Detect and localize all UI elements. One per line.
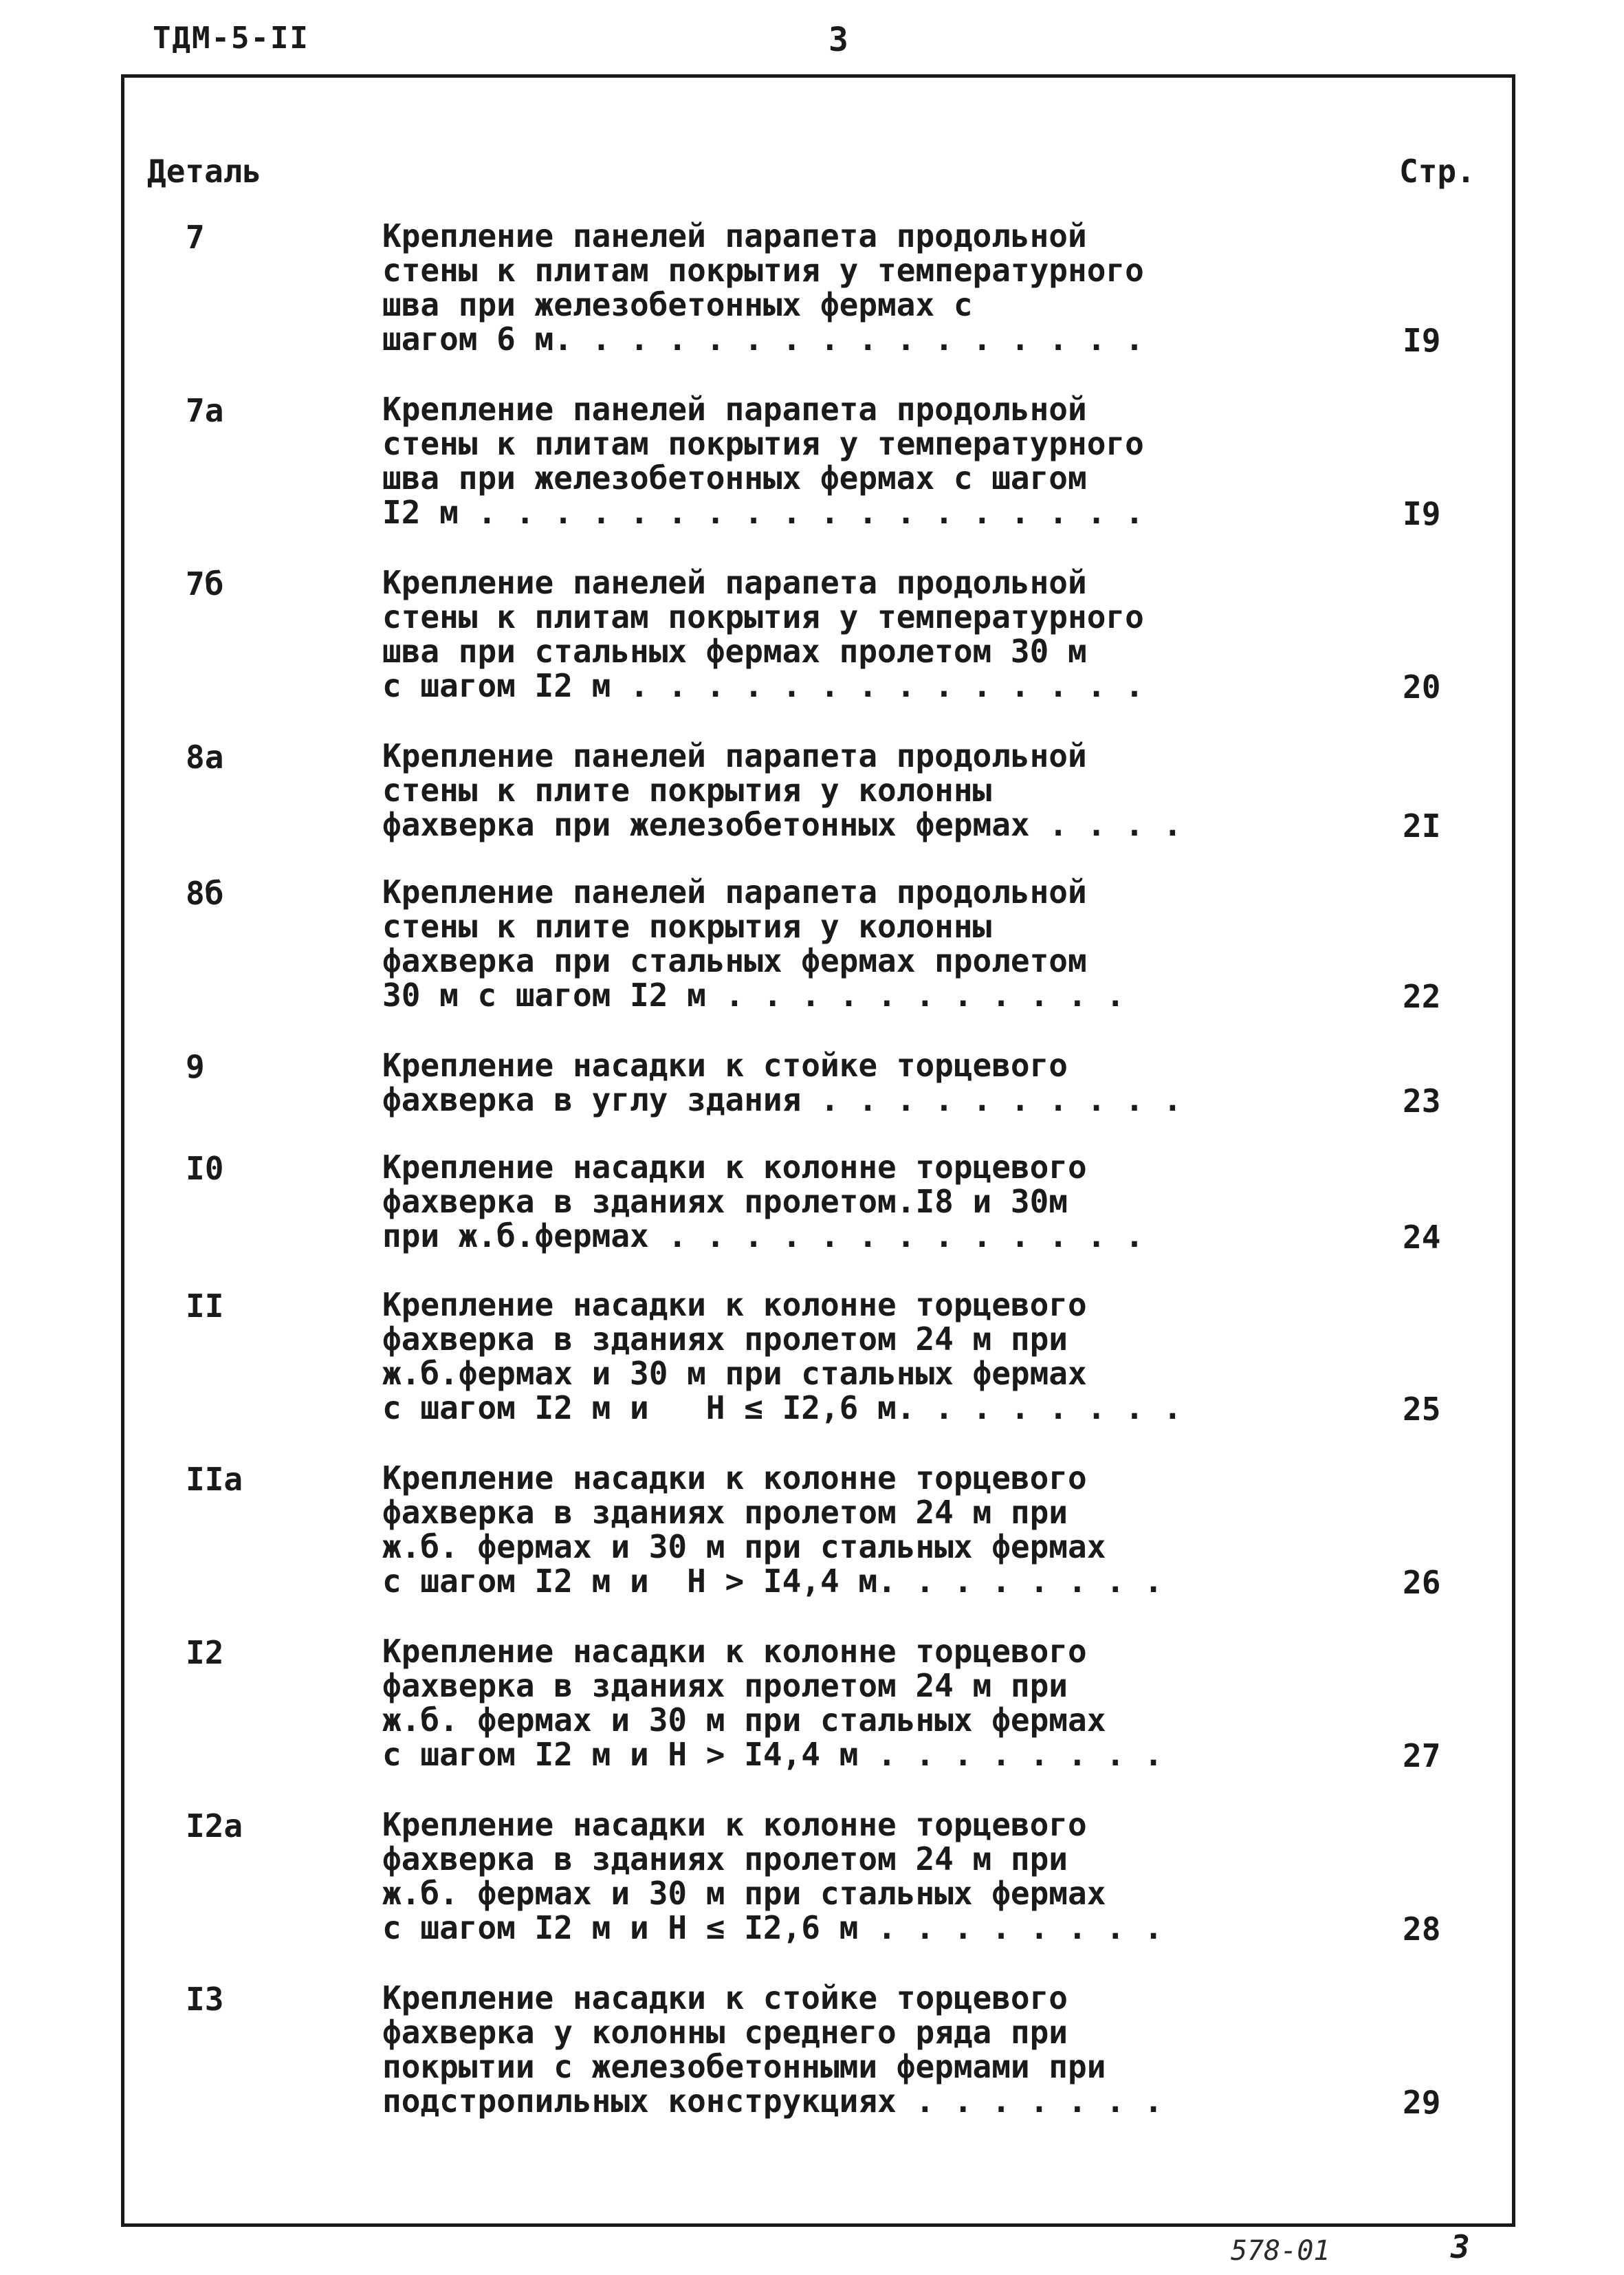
entry-line: ж.б.фермах и 30 м при стальных фермах [382, 1355, 1087, 1392]
entry-description [382, 565, 1297, 703]
contents-entry [0, 392, 1624, 565]
entry-line: шва при стальных фермах пролетом 30 м [382, 633, 1087, 670]
entry-line: I2 м . . . . . . . . . . . . . . . . . . [382, 494, 1144, 531]
entry-page-number: 20 [1403, 668, 1441, 706]
entry-number: II [186, 1287, 224, 1325]
entry-line: стены к плитам покрытия у температурного [382, 252, 1144, 289]
entry-number: 7а [186, 392, 224, 429]
entry-number: I2а [186, 1807, 243, 1844]
entry-line: стены к плитам покрытия у температурного [382, 425, 1144, 462]
entry-description [382, 1287, 1297, 1425]
entry-description [382, 219, 1297, 356]
entry-line: фахверка в зданиях пролетом 24 м при [382, 1320, 1068, 1358]
entry-page-number: 2I [1403, 807, 1441, 845]
entry-description [382, 392, 1297, 530]
entry-line: с шагом I2 м . . . . . . . . . . . . . . [382, 667, 1144, 704]
entry-description [382, 1048, 1297, 1117]
entry-number: I2 [186, 1634, 224, 1671]
entry-line: шва при железобетонных фермах с шагом [382, 459, 1087, 497]
entry-page-number: 23 [1403, 1082, 1441, 1120]
entry-line: Крепление насадки к колонне торцевого [382, 1149, 1087, 1186]
entry-line: Крепление насадки к колонне торцевого [382, 1286, 1087, 1323]
entry-page-number: 24 [1403, 1219, 1441, 1256]
entry-line: Крепление насадки к стойке торцевого [382, 1047, 1068, 1084]
entry-number: I0 [186, 1150, 224, 1187]
entry-description [382, 1981, 1297, 2118]
page-number: 3 [829, 21, 848, 59]
contents-entry [0, 1048, 1624, 1150]
entry-number: 7 [186, 219, 205, 256]
contents-entry [0, 1150, 1624, 1287]
entry-page-number: 28 [1403, 1911, 1441, 1948]
contents-list [0, 219, 1624, 2154]
contents-entry [0, 1461, 1624, 1634]
entry-line: Крепление насадки к колонне торцевого [382, 1806, 1087, 1843]
entry-page-number: I9 [1403, 322, 1441, 359]
entry-line: стены к плите покрытия у колонны [382, 772, 992, 809]
entry-line: Крепление панелей парапета продольной [382, 737, 1087, 774]
entry-line: фахверка в зданиях пролетом 24 м при [382, 1667, 1068, 1704]
entry-line: шва при железобетонных фермах с [382, 286, 973, 323]
entry-number: I3 [186, 1981, 224, 2018]
entry-line: Крепление панелей парапета продольной [382, 217, 1087, 254]
entry-description [382, 1807, 1297, 1945]
contents-entry [0, 1634, 1624, 1807]
entry-line: с шагом I2 м и Н ≤ I2,6 м . . . . . . . . [382, 1909, 1163, 1946]
entry-line: фахверка при железобетонных фермах . . . . [382, 806, 1183, 843]
entry-line: 30 м с шагом I2 м . . . . . . . . . . . [382, 977, 1126, 1014]
entry-line: подстропильных конструкциях . . . . . . . [382, 2082, 1163, 2120]
entry-line: Крепление панелей парапета продольной [382, 564, 1087, 601]
handwritten-page-number: 3 [1451, 2228, 1470, 2265]
entry-page-number: 22 [1403, 978, 1441, 1015]
entry-number: 8а [186, 739, 224, 776]
entry-description [382, 1461, 1297, 1598]
contents-entry [0, 875, 1624, 1048]
entry-line: Крепление насадки к колонне торцевого [382, 1459, 1087, 1496]
column-header-page: Стр. [1399, 153, 1475, 190]
entry-line: с шагом I2 м и Н ≤ I2,6 м. . . . . . . . [382, 1389, 1183, 1426]
entry-description [382, 875, 1297, 1012]
entry-line: Крепление насадки к стойке торцевого [382, 1979, 1068, 2016]
entry-number: 8б [186, 875, 224, 912]
entry-page-number: 26 [1403, 1564, 1441, 1601]
contents-entry [0, 565, 1624, 739]
entry-description [382, 1634, 1297, 1772]
archive-code: 578-01 [1231, 2235, 1330, 2267]
entry-line: при ж.б.фермах . . . . . . . . . . . . . [382, 1217, 1144, 1254]
entry-line: фахверка в зданиях пролетом 24 м при [382, 1494, 1068, 1531]
entry-number: 7б [186, 565, 224, 602]
contents-entry [0, 1981, 1624, 2154]
entry-page-number: I9 [1403, 495, 1441, 532]
document-code: ТДМ-5-II [153, 21, 309, 56]
entry-line: Крепление панелей парапета продольной [382, 873, 1087, 911]
contents-entry [0, 1807, 1624, 1981]
contents-entry [0, 739, 1624, 875]
entry-page-number: 29 [1403, 2084, 1441, 2121]
entry-line: Крепление панелей парапета продольной [382, 391, 1087, 428]
entry-description [382, 1150, 1297, 1253]
entry-line: ж.б. фермах и 30 м при стальных фермах [382, 1701, 1106, 1739]
entry-line: фахверка в зданиях пролетом.I8 и 30м [382, 1183, 1068, 1220]
entry-line: Крепление насадки к колонне торцевого [382, 1633, 1087, 1670]
entry-line: фахверка в зданиях пролетом 24 м при [382, 1840, 1068, 1877]
entry-line: фахверка при стальных фермах пролетом [382, 942, 1087, 979]
entry-description [382, 739, 1297, 842]
contents-entry [0, 1287, 1624, 1461]
entry-page-number: 27 [1403, 1737, 1441, 1774]
entry-page-number: 25 [1403, 1391, 1441, 1428]
entry-line: с шагом I2 м и Н > I4,4 м. . . . . . . . [382, 1563, 1163, 1600]
entry-line: фахверка в углу здания . . . . . . . . . . [382, 1081, 1183, 1118]
entry-number: 9 [186, 1048, 205, 1085]
entry-line: ж.б. фермах и 30 м при стальных фермах [382, 1528, 1106, 1565]
contents-entry [0, 219, 1624, 392]
entry-line: ж.б. фермах и 30 м при стальных фермах [382, 1875, 1106, 1912]
entry-line: шагом 6 м. . . . . . . . . . . . . . . . [382, 320, 1144, 358]
entry-line: фахверка у колонны среднего ряда при [382, 2014, 1068, 2051]
entry-line: покрытии с железобетонными фермами при [382, 2048, 1106, 2085]
column-header-detail: Деталь [147, 153, 262, 190]
entry-line: с шагом I2 м и Н > I4,4 м . . . . . . . . [382, 1736, 1163, 1773]
entry-number: IIа [186, 1461, 243, 1498]
entry-line: стены к плитам покрытия у температурного [382, 598, 1144, 635]
entry-line: стены к плите покрытия у колонны [382, 908, 992, 945]
